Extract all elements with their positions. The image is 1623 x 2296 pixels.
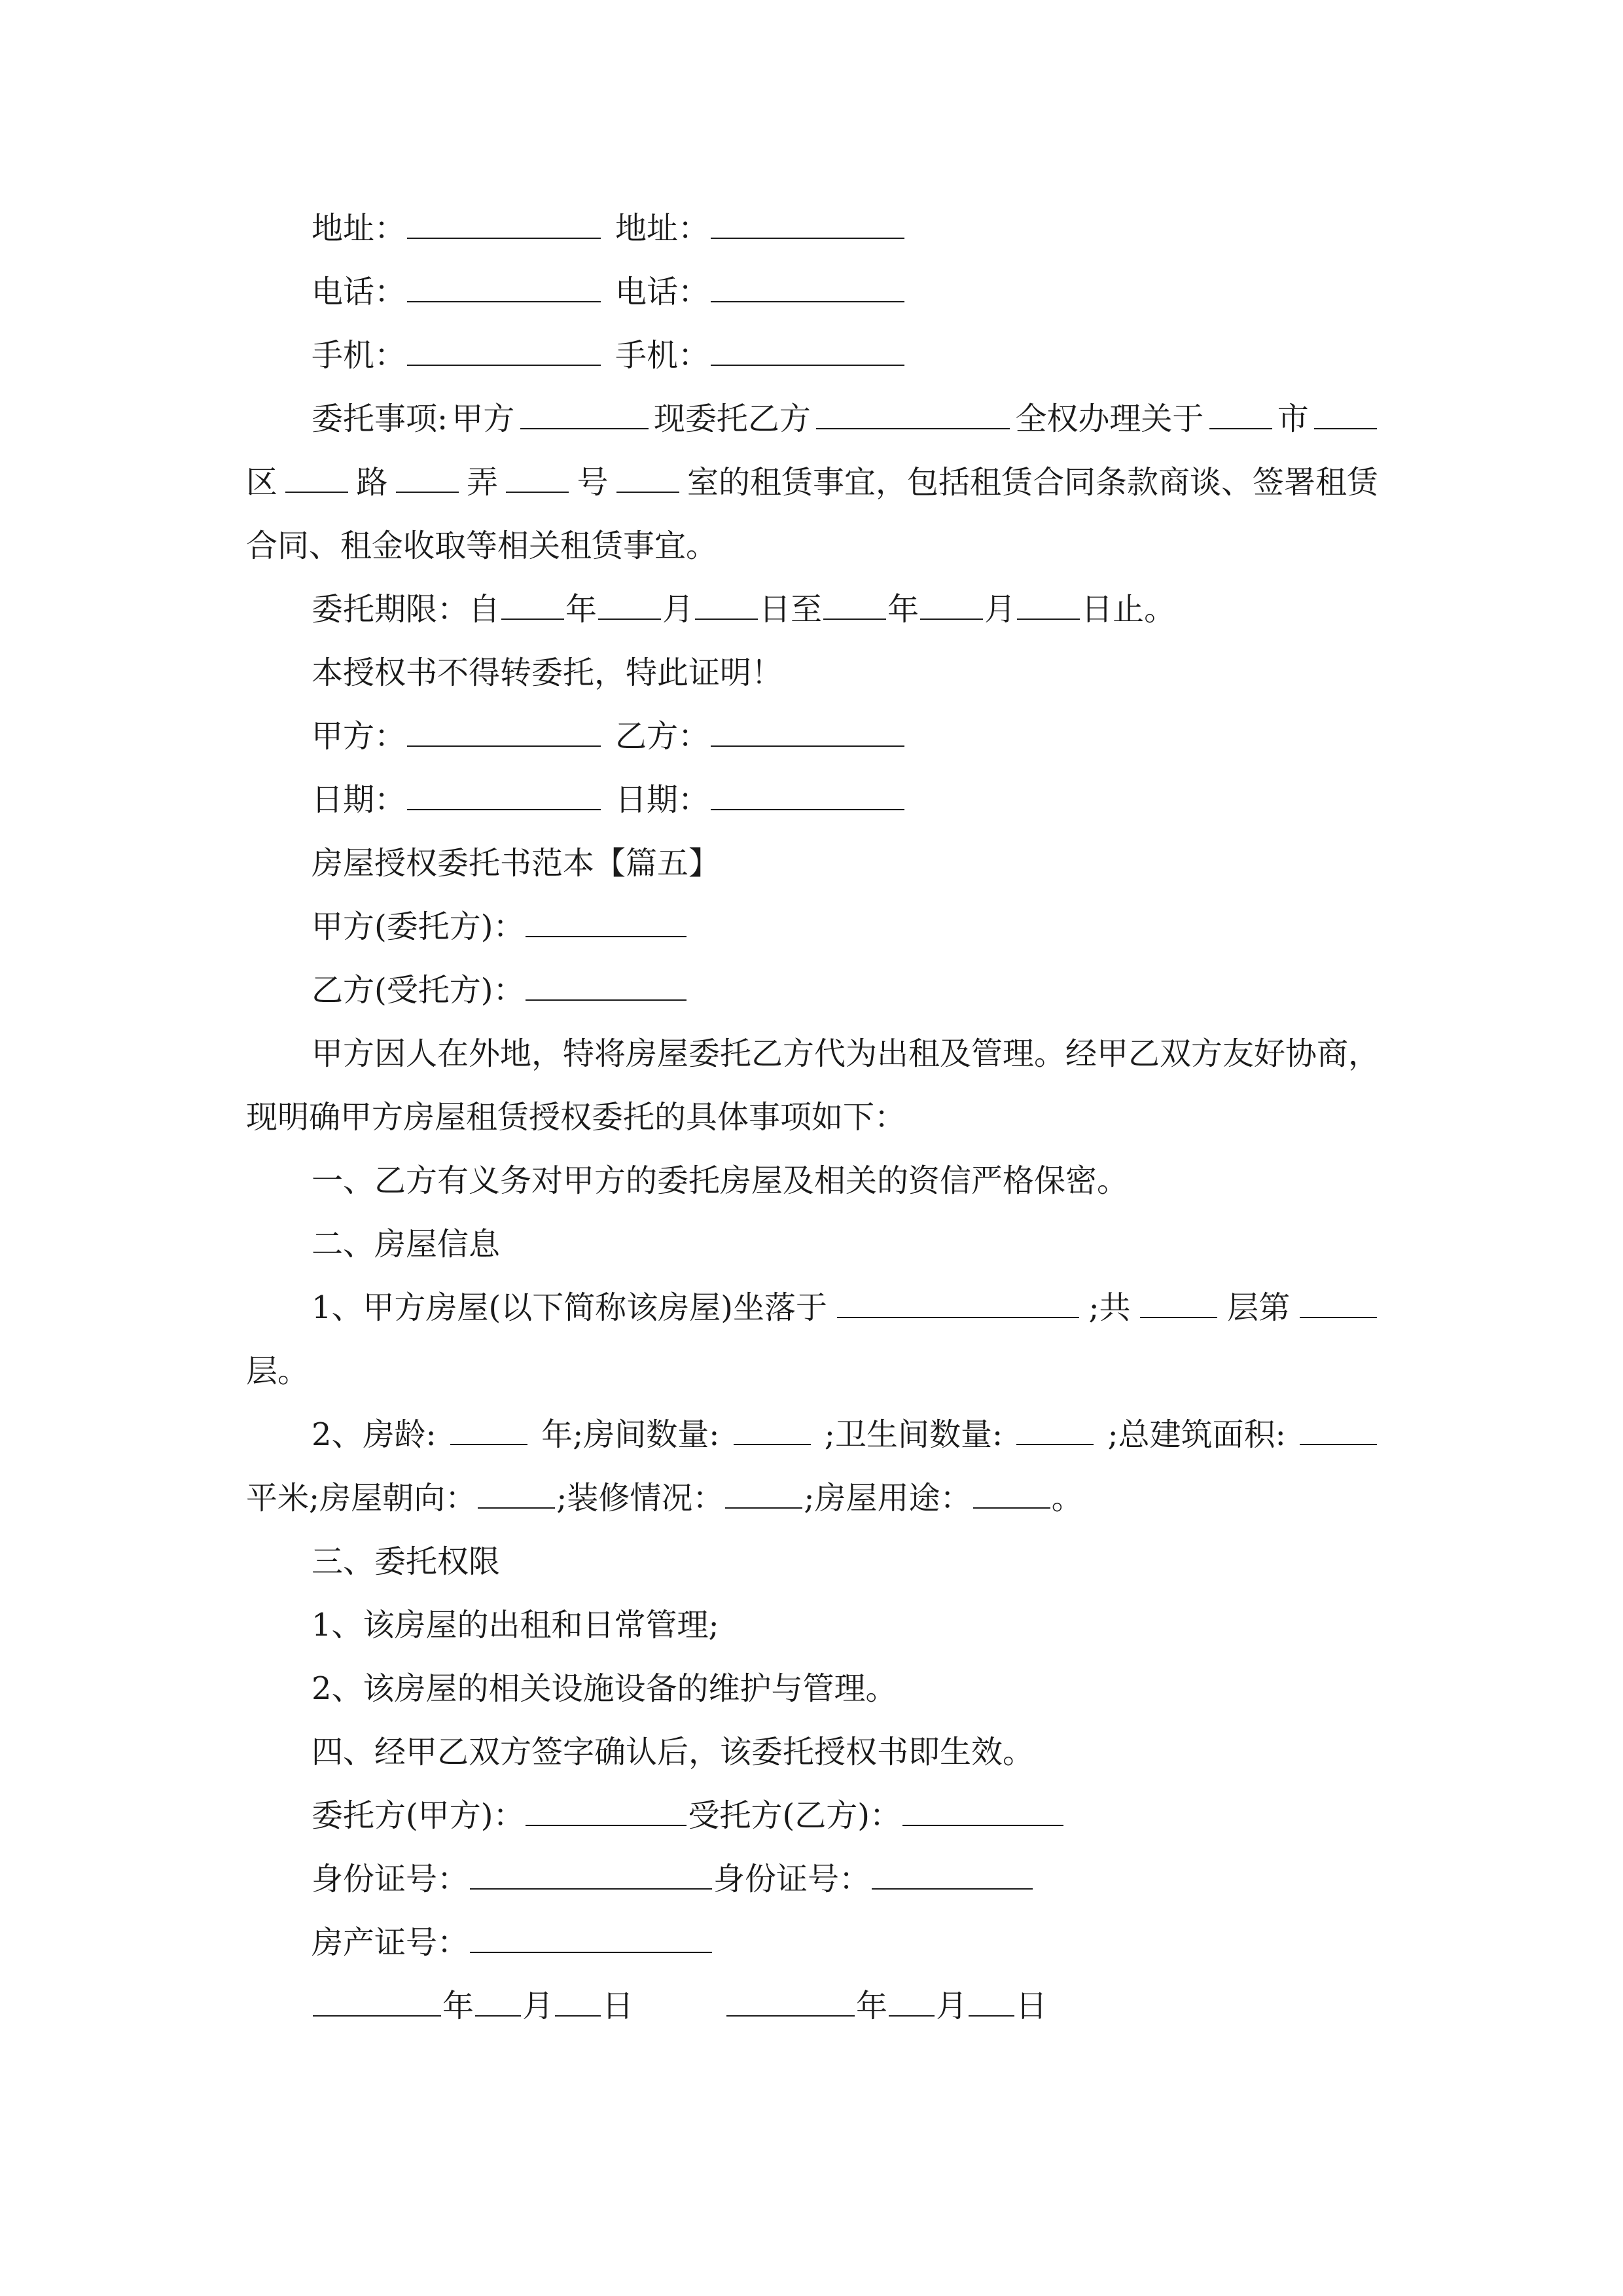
mobile-blank-a[interactable] — [407, 327, 601, 366]
item-3-heading: 三、委托权限 — [312, 1543, 501, 1580]
house-info-2-cont — [246, 1467, 1378, 1530]
term-year-2: 年 — [887, 591, 919, 628]
phone-label-b: 电话： — [615, 274, 710, 310]
matter-blank-a[interactable] — [520, 390, 649, 429]
sign-principal-label: 委托方(甲方)： — [312, 1797, 525, 1834]
sign-date-day-blank-b[interactable] — [969, 1977, 1014, 2017]
house-info-1 — [246, 1276, 1378, 1340]
mobile-blank-b[interactable] — [711, 327, 904, 366]
date-blank-a[interactable] — [407, 771, 601, 810]
house-bath-blank[interactable] — [1016, 1406, 1094, 1445]
house-info-1-end: 层。 — [246, 1353, 310, 1390]
sign-agent-label: 受托方(乙方)： — [688, 1797, 901, 1834]
intro-line-1: 甲方因人在外地，特将房屋委托乙方代为出租及管理。经甲乙双方友好协商， — [312, 1035, 1380, 1072]
mobile-label-b: 手机： — [615, 337, 710, 374]
agent-row — [246, 959, 1378, 1022]
deed-row — [246, 1911, 1378, 1975]
date-row — [246, 768, 1378, 832]
item-1: 一、乙方有义务对甲方的委托房屋及相关的资信严格保密。 — [312, 1162, 1129, 1199]
principal-label: 甲方(委托方)： — [312, 908, 525, 945]
matter-blank-city[interactable] — [1209, 390, 1272, 429]
house-rooms-label: 年;房间数量: — [541, 1416, 720, 1453]
phone-blank-a[interactable] — [407, 263, 601, 302]
date-label-a: 日期： — [312, 781, 406, 818]
house-orientation-blank[interactable] — [478, 1469, 555, 1509]
house-location-label: 1、甲方房屋(以下简称该房屋)坐落于 — [312, 1289, 827, 1326]
address-blank-a[interactable] — [407, 200, 601, 239]
phone-row — [246, 260, 1378, 324]
principal-row — [246, 895, 1378, 959]
house-bath-label: ;卫生间数量: — [824, 1416, 1003, 1453]
date-label-b: 日期： — [615, 781, 710, 818]
term-blank-day-2[interactable] — [1017, 581, 1080, 620]
sign-date-year-b: 年 — [856, 1988, 888, 2024]
mobile-row — [246, 324, 1378, 387]
house-total-floor-label: ;共 — [1088, 1289, 1131, 1326]
principal-blank[interactable] — [526, 898, 687, 937]
scope-1: 1、该房屋的出租和日常管理; — [312, 1607, 719, 1643]
sign-date-year-a: 年 — [442, 1988, 474, 2024]
house-age-blank[interactable] — [450, 1406, 527, 1445]
sign-date-day-b: 日 — [1016, 1988, 1048, 2024]
matter-room-text: 室的租赁事宜，包括租赁合同条款商谈、签署租赁 — [687, 464, 1378, 501]
matter-lane: 弄 — [466, 464, 498, 501]
agent-blank[interactable] — [526, 961, 687, 1001]
term-blank-year-2[interactable] — [823, 581, 886, 620]
address-blank-b[interactable] — [711, 200, 904, 239]
matter-party-b: 现委托乙方 — [653, 401, 811, 437]
address-row — [246, 197, 1378, 260]
house-location-blank[interactable] — [837, 1279, 1079, 1318]
matter-scope: 全权办理关于 — [1015, 401, 1204, 437]
sign-row — [246, 1784, 1378, 1848]
term-year-1: 年 — [565, 591, 597, 628]
item-2-heading: 二、房屋信息 — [312, 1226, 501, 1263]
party-a-blank[interactable] — [407, 708, 601, 747]
matter-district: 区 — [246, 464, 278, 501]
house-area-blank[interactable] — [1300, 1406, 1377, 1445]
item-4: 四、经甲乙双方签字确认后，该委托授权书即生效。 — [312, 1734, 1035, 1770]
house-info-2 — [246, 1403, 1378, 1467]
term-month-1: 月 — [662, 591, 694, 628]
id-blank-a[interactable] — [470, 1850, 712, 1890]
sign-date-month-blank-a[interactable] — [475, 1977, 521, 2017]
term-row — [246, 578, 1378, 641]
term-blank-month-1[interactable] — [598, 581, 661, 620]
house-rooms-blank[interactable] — [734, 1406, 811, 1445]
sign-date-month-b: 月 — [936, 1988, 968, 2024]
id-label-a: 身份证号： — [312, 1861, 469, 1897]
agent-label: 乙方(受托方)： — [312, 972, 525, 1009]
matter-blank-room[interactable] — [616, 454, 679, 493]
party-b-blank[interactable] — [711, 708, 904, 747]
term-day-end: 日止。 — [1081, 591, 1176, 628]
term-month-2: 月 — [984, 591, 1016, 628]
address-label-a: 地址： — [312, 210, 406, 247]
sign-agent-blank[interactable] — [902, 1787, 1063, 1826]
matter-label: 委托事项: — [312, 401, 448, 437]
id-row — [246, 1848, 1378, 1911]
house-orientation-label: 平米;房屋朝向： — [246, 1480, 477, 1516]
matter-city: 市 — [1277, 401, 1309, 437]
mobile-label-a: 手机： — [312, 337, 406, 374]
party-row — [246, 705, 1378, 768]
deed-label: 房产证号： — [312, 1924, 469, 1961]
sign-principal-blank[interactable] — [526, 1787, 687, 1826]
matter-party-a: 甲方 — [452, 401, 515, 437]
house-age-label: 2、房龄: — [312, 1416, 437, 1453]
term-blank-day-1[interactable] — [695, 581, 758, 620]
term-blank-month-2[interactable] — [920, 581, 983, 620]
id-label-b: 身份证号： — [713, 1861, 871, 1897]
sign-date-day-a: 日 — [602, 1988, 634, 2024]
phone-label-a: 电话： — [312, 274, 406, 310]
id-blank-b[interactable] — [872, 1850, 1033, 1890]
house-floor-label: 层第 — [1227, 1289, 1291, 1326]
house-total-floor-blank[interactable] — [1140, 1279, 1217, 1318]
date-blank-b[interactable] — [711, 771, 904, 810]
section-title: 房屋授权委托书范本【篇五】 — [312, 845, 721, 882]
matter-blank-lane[interactable] — [396, 454, 459, 493]
house-info-2-end: 。 — [1051, 1480, 1083, 1516]
house-usage-blank[interactable] — [973, 1469, 1050, 1509]
term-blank-year-1[interactable] — [501, 581, 564, 620]
matter-blank-road[interactable] — [285, 454, 348, 493]
term-day-to: 日至 — [759, 591, 823, 628]
house-decoration-label: ;装修情况： — [556, 1480, 724, 1516]
term-label: 委托期限：自 — [312, 591, 501, 628]
deed-blank[interactable] — [470, 1914, 712, 1953]
intro-line-2: 现明确甲方房屋租赁授权委托的具体事项如下： — [246, 1099, 906, 1136]
party-b-label: 乙方： — [615, 718, 710, 755]
sign-date-month-blank-b[interactable] — [889, 1977, 935, 2017]
sign-date-row — [246, 1975, 1378, 2038]
matter-blank-district[interactable] — [1314, 390, 1377, 429]
sign-date-day-blank-a[interactable] — [555, 1977, 601, 2017]
matter-line-1 — [246, 387, 1378, 451]
sign-date-year-blank-a[interactable] — [313, 1977, 441, 2017]
house-usage-label: ;房屋用途： — [804, 1480, 972, 1516]
matter-line-2 — [246, 451, 1378, 514]
house-floor-blank[interactable] — [1300, 1279, 1377, 1318]
scope-2: 2、该房屋的相关设施设备的维护与管理。 — [312, 1670, 897, 1707]
house-decoration-blank[interactable] — [725, 1469, 802, 1509]
address-label-b: 地址： — [615, 210, 710, 247]
sign-date-year-blank-b[interactable] — [726, 1977, 855, 2017]
matter-line-3: 合同、租金收取等相关租赁事宜。 — [246, 528, 718, 564]
matter-number: 号 — [577, 464, 609, 501]
matter-road: 路 — [356, 464, 388, 501]
house-area-label: ;总建筑面积: — [1107, 1416, 1286, 1453]
matter-blank-b[interactable] — [816, 390, 1010, 429]
no-transfer-text: 本授权书不得转委托，特此证明！ — [312, 655, 783, 691]
phone-blank-b[interactable] — [711, 263, 904, 302]
sign-date-month-a: 月 — [522, 1988, 554, 2024]
party-a-label: 甲方： — [312, 718, 406, 755]
matter-blank-number[interactable] — [506, 454, 569, 493]
